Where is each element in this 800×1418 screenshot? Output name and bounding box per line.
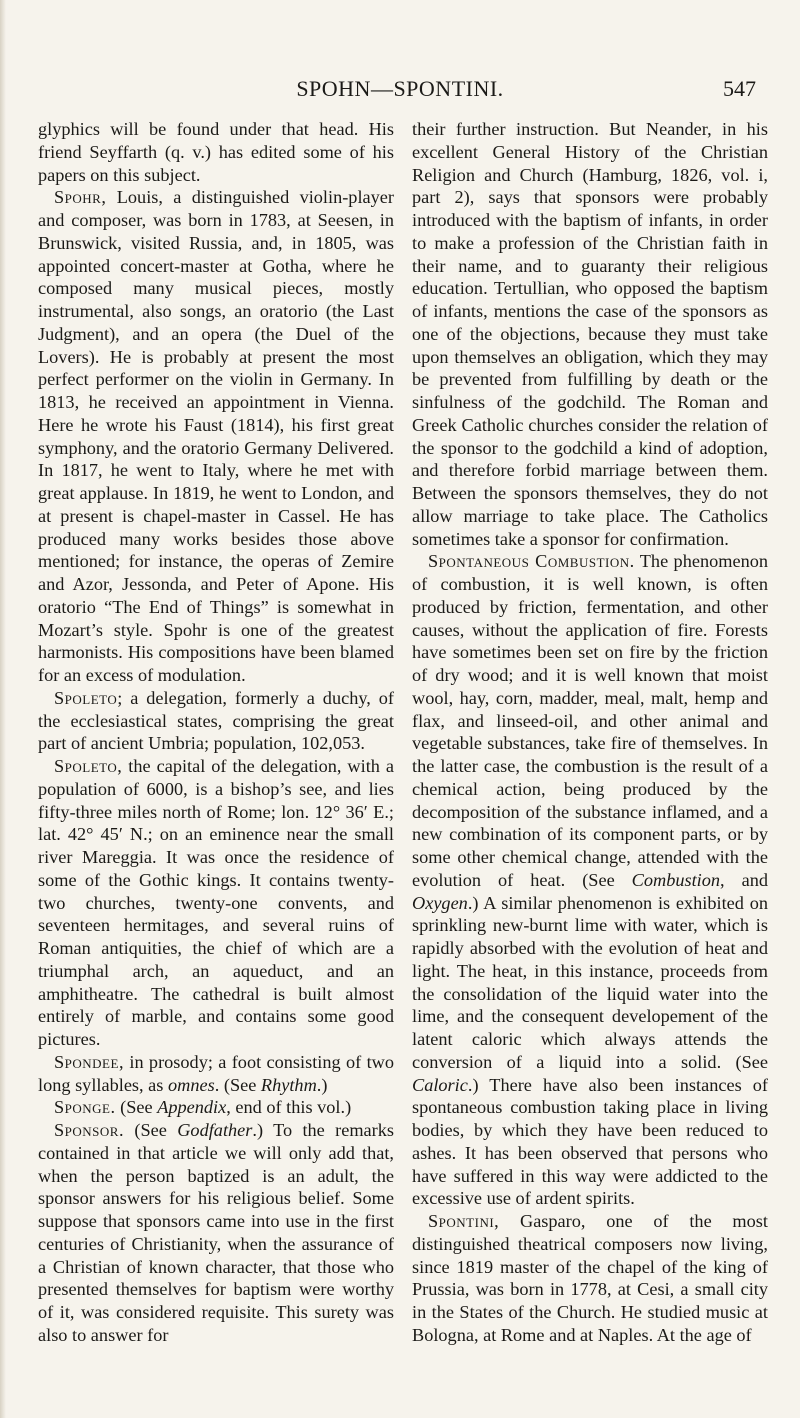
entry-text: (See (124, 1120, 178, 1140)
headword: Spoleto, (54, 756, 123, 776)
italic-term: omnes (168, 1074, 215, 1095)
page-header (0, 76, 800, 106)
entry-text: .) To the remarks contained in that article we will only add that, when the person baptized is an adult, the sponsor answers for his religious belief. Some suppose that sponsors came into use in the first centuries of Christianity, when the assurance of a Christian of known character, that those who presented themselves for baptism were worthy of it, was considered requisite. This surety was also to answer for (38, 1120, 394, 1345)
cross-reference: Rhythm (260, 1074, 317, 1095)
cross-reference: Godfather (177, 1120, 253, 1140)
cross-reference: Appendix (157, 1097, 227, 1118)
running-head: SPOHN—SPONTINI. (296, 76, 504, 101)
entry-spondee (38, 1051, 394, 1097)
headword: Spohr, (54, 187, 107, 208)
entry-spohr (38, 186, 394, 687)
entry-text: in prosody; a foot consisting of two long syllables, as (38, 1051, 394, 1095)
entry-sponsor-continued (412, 118, 768, 550)
entry-text: . (See (214, 1074, 261, 1095)
entry-spoleto-delegation (38, 687, 394, 755)
entry-sponge (38, 1096, 394, 1119)
entry-text: , and (720, 869, 768, 890)
left-column (38, 118, 394, 1408)
headword: Spondee, (54, 1051, 125, 1072)
cross-reference: Combustion (631, 869, 721, 890)
entry-text: .) There have also been instances of spontaneous combustion taking place in living bodies, by which they have been reduced to ashes. It has been observed that persons who have suffered in this way were addicted to the excessive use of ardent spirits. (412, 1074, 768, 1209)
entry-spontini (412, 1210, 768, 1347)
right-column (412, 118, 768, 1408)
entry-spoleto-city (38, 755, 394, 1051)
entry-text: Gasparo, one of the most distinguished theatrical composers now living, since 1819 master of the chapel of the king of Prussia, was born in 1778, at Cesi, a small city in the States of the Church. He studied music at Bologna, at Rome and at Naples. At the age of (412, 1211, 768, 1345)
entry-text: , end of this vol.) (226, 1097, 352, 1118)
headword: Spontini, (428, 1211, 500, 1231)
paragraph-hieroglyphics-continued (38, 118, 394, 186)
entry-text: the capital of the delegation, with a population of 6000, is a bishop’s see, and lies fifty-three miles north of Rome; lon. 12° 36′ E.; lat. 42° 45′ N.; on an eminence near the small river Mareggia. It was once the residence of some of the Gothic kings. It contains twenty-two churches, twenty-one convents, and seventeen hermitages, and several ruins of Roman antiquities, the chief of which are a triumphal arch, an aqueduct, and an amphitheatre. The cathedral is built almost entirely of marble, and contains some good pictures. (38, 756, 394, 1049)
entry-sponsor (38, 1119, 394, 1347)
entry-text: ; a delegation, formerly a duchy, of the ecclesiastical states, comprising the great part of ancient Umbria; population, 102,053. (38, 687, 394, 754)
headword: Spontaneous Combustion. (428, 551, 635, 572)
cross-reference: Oxygen (412, 892, 468, 913)
paragraph-text: their further instruction. But Neander, in his excellent General History of the Christian Religion and Church (Hamburg, 1826, vol. i, part 2), says that sponsors were probably introduced with the baptism of infants, in order to make a profession of the Christian faith in their name, and to guaranty their religious education. Tertullian, who opposed the baptism of infants, mentions the case of the sponsors as one of the objections, because they must take upon themselves an obligation, which they may be prevented from fulfilling by death or the sinfulness of the godchild. The Roman and Greek Catholic churches consider the relation of the sponsor to the godchild a kind of adoption, and therefore forbid marriage between them. Between the sponsors themselves, they do not allow marriage to take place. The Catholics sometimes take a sponsor for confirmation. (412, 119, 768, 549)
entry-text: The phenomenon of combustion, it is well known, is often produced by friction, fermentation, and other causes, without the application of fire. Forests have sometimes been set on fire by the friction of dry wood; and it is well known that moist wool, hay, corn, madder, meal, malt, hemp and flax, and linseed-oil, and other animal and vegetable substances, take fire of themselves. In the latter case, the combustion is the result of a chemical action, being produced by the decomposition of the substance inflamed, and a new combination of its component parts, or by some other chemical change, attended with the evolution of heat. (See (412, 551, 768, 890)
entry-text: (See (115, 1097, 158, 1118)
headword: Sponsor. (54, 1120, 125, 1140)
page-binding-edge (0, 0, 6, 1418)
entry-spontaneous-combustion (412, 550, 768, 1210)
page-number: 547 (723, 76, 756, 101)
entry-text: Louis, a distinguished violin-player and composer, was born in 1783, at Seesen, in Brunswick, visited Russia, and, in 1805, was appointed concert-master at Gotha, where he composed many musical pieces, mostly instrumental, also songs, an oratorio (the Last Judgment), and an opera (the Duel of the Lovers). He is probably at present the most perfect performer on the violin in Germany. In 1813, he received an appointment in Vienna. Here he wrote his Faust (1814), his first great symphony, and the oratorio Germany Delivered. In 1817, he went to Italy, where he met with great applause. In 1819, he went to London, and at present is chapel-master in Cassel. He has produced many works besides those above mentioned; for instance, the operas of Zemire and Azor, Jessonda, and Peter of Apone. His oratorio “The End of Things” is somewhat in Mozart’s style. Spohr is one of the greatest harmonists. His compositions have been blamed for an excess of modulation. (38, 187, 394, 685)
headword: Spoleto (54, 687, 118, 708)
cross-reference: Caloric (412, 1074, 468, 1095)
entry-text: .) (316, 1074, 328, 1095)
headword: Sponge. (54, 1097, 116, 1118)
entry-text: .) A similar phenomenon is exhibited on sprinkling new-burnt lime with water, which is rapidly absorbed with the evolution of heat and light. The heat, in this instance, proceeds from the consolidation of the liquid water into the lime, and the consequent developement of the latent caloric which always attends the conversion of a liquid into a solid. (See (412, 892, 768, 1072)
paragraph-text: glyphics will be found under that head. His friend Seyffarth (q. v.) has edited some of his papers on this subject. (38, 119, 394, 185)
